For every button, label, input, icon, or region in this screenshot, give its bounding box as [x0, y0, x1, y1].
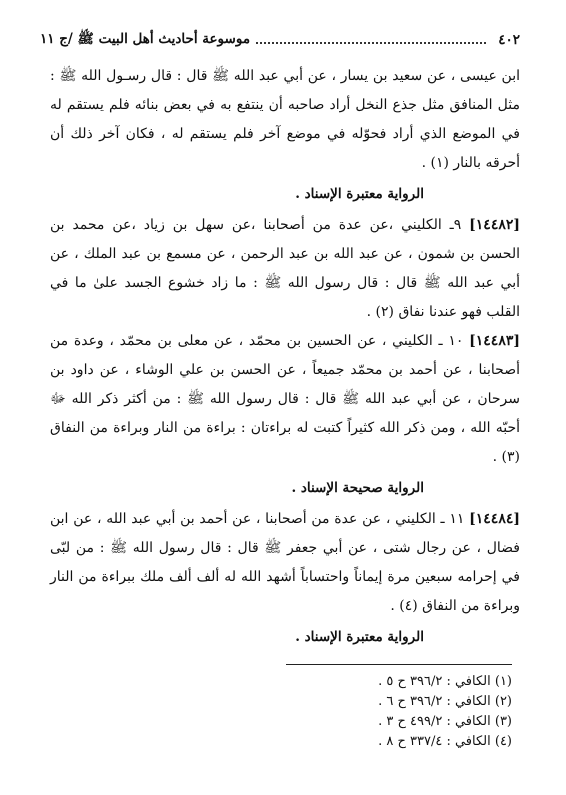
hadith-entry [50, 505, 520, 621]
hadith-number: [١٤٤٨٤] [469, 511, 520, 527]
page-body [50, 62, 520, 654]
hadith-body: ٩ـ الكليني ،عن عدة من أصحابنا ،عن سهل بن زياد ،عن محمد بن الحسن بن شمون ، عن عبد الله بن عبد الرحمن ، عن مسمع بن عبد الملك ، عن أبي عبد الله ﷺ قال : قال رسول الله ﷺ : ما زاد خشوع الجسد علىٰ ما في القلب فهو عندنا نفاق (٢) . [50, 217, 521, 320]
book-title: موسوعة أحاديث أهل البيت ﷺ /ج ١١ [40, 31, 251, 47]
hadith-body: ١٠ ـ الكليني ، عن الحسين بن محمّد ، عن معلى بن محمّد ، وعدة من أصحابنا ، عن أحمد بن محمّد جميعاً ، عن الحسن بن علي الوشاء ، عن داود بن سرحان ، عن أبي عبد الله ﷺ قال : قال رسول الله ﷺ : من أكثر ذكر الله ﷻ أحبّه الله ، ومن ذكر الله كثيراً كتبت له براءتان : براءة من النار وبراءة من النفاق (٣) . [50, 333, 520, 465]
footnote-divider [286, 664, 512, 665]
footnote: (١) الكافي : ٣٩٦/٢ ح ٥ . [378, 674, 512, 689]
hadith-number: [١٤٤٨٢] [469, 217, 521, 233]
chain-rating: الرواية صحيحة الإسناد . [291, 480, 424, 496]
page-header [40, 28, 520, 52]
header-dot-leader [256, 36, 486, 44]
hadith-entry [50, 211, 520, 327]
chain-rating: الرواية معتبرة الإسناد . [295, 629, 424, 645]
footnote: (٤) الكافي : ٣٣٧/٤ ح ٨ . [378, 734, 512, 749]
hadith-text [50, 505, 520, 621]
hadith-body: ١١ ـ الكليني ، عن عدة من أصحابنا ، عن أحمد بن أبي عبد الله ، عن ابن فضال ، عن رجال شتى ، عن أبي جعفر ﷺ قال : قال رسول الله ﷺ : من لبّى في إحرامه سبعين مرة إيماناً واحتساباً أشهد الله له ألف ألف ملك ببراءة من النار وبراءة من النفاق (٤) . [50, 511, 520, 614]
hadith-continuation: ابن عيسى ، عن سعيد بن يسار ، عن أبي عبد الله ﷺ قال : قال رسـول الله ﷺ : مثل المنافق مثل جذع النخل أراد صاحبه أن ينتفع به في بعض بنائه فلم يستقم له في الموضع الذي أراد فحوّله في موضع آخر فلم يستقم له ، فكان آخر ذلك أن أحرقه بالنار (١) . [50, 68, 520, 171]
hadith-number: [١٤٤٨٣] [469, 333, 520, 349]
hadith-text [50, 327, 520, 472]
hadith-entry [50, 327, 520, 472]
footnote: (٢) الكافي : ٣٩٦/٢ ح ٦ . [378, 694, 512, 709]
hadith-text [50, 211, 520, 327]
page-number: ٤٠٢ [498, 32, 520, 48]
footnote: (٣) الكافي : ٤٩٩/٢ ح ٣ . [378, 714, 512, 729]
chain-rating: الرواية معتبرة الإسناد . [295, 186, 424, 202]
footnotes [250, 672, 512, 752]
